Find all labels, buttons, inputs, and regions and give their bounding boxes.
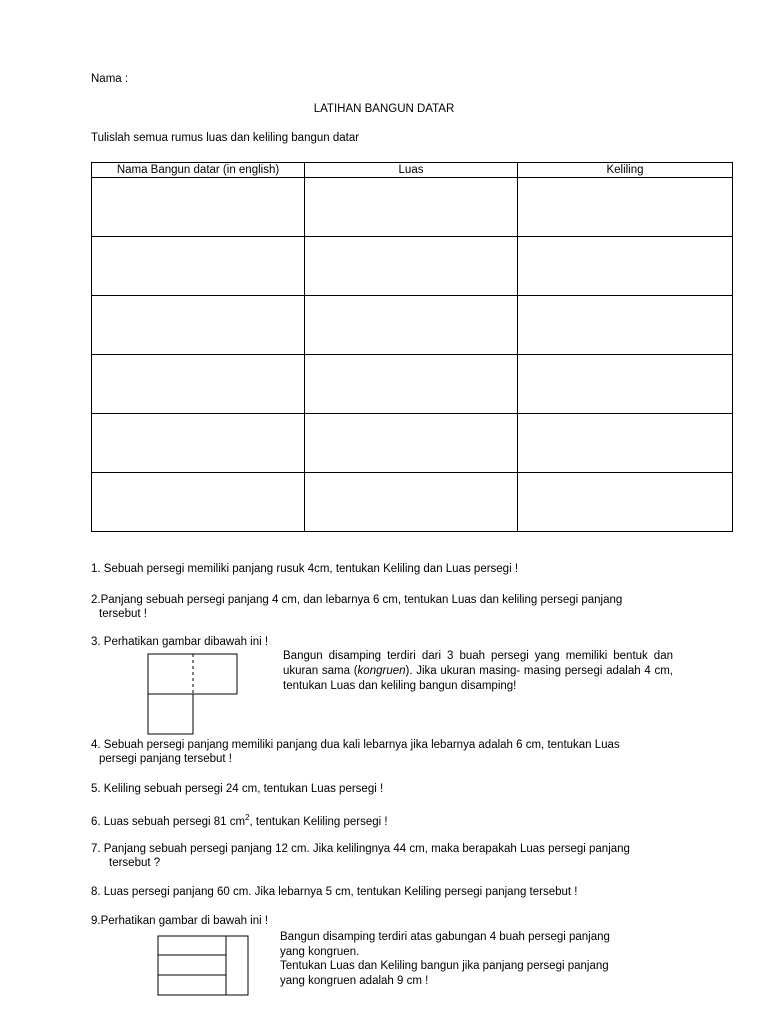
page-title: LATIHAN BANGUN DATAR xyxy=(313,103,455,115)
question-9-description-line-1: Bangun disamping terdiri atas gabungan 4 buah persegi panjang xyxy=(280,931,610,943)
question-7-line-2: tersebut ? xyxy=(109,857,161,869)
instruction: Tulislah semua rumus luas dan keliling bangun datar xyxy=(91,132,360,144)
table-cell[interactable] xyxy=(305,473,518,532)
column-header-luas: Luas xyxy=(305,163,518,178)
question-4-line-1: 4. Sebuah persegi panjang memiliki panjang dua kali lebarnya jika lebarnya adalah 6 cm, tentukan Luas xyxy=(91,739,620,751)
question-2 xyxy=(91,593,681,621)
question-3-description-italic: kongruen xyxy=(357,665,406,677)
question-6-a: 6. Luas sebuah persegi 81 cm xyxy=(91,815,246,828)
table-cell[interactable] xyxy=(518,473,733,532)
table-row xyxy=(92,237,733,296)
question-2-line-1: 2.Panjang sebuah persegi panjang 4 cm, dan lebarnya 6 cm, tentukan Luas dan keliling persegi panjang xyxy=(91,594,623,606)
question-4 xyxy=(91,738,681,766)
question-3-description xyxy=(283,649,673,694)
table-cell[interactable] xyxy=(92,473,305,532)
name-label: Nama : xyxy=(91,73,129,85)
table-cell[interactable] xyxy=(305,414,518,473)
question-6 xyxy=(91,811,681,829)
table-cell[interactable] xyxy=(518,178,733,237)
question-7-line-1: 7. Panjang sebuah persegi panjang 12 cm. Jika kelilingnya 44 cm, maka berapakah Luas persegi panjang xyxy=(91,843,630,855)
table-cell[interactable] xyxy=(92,296,305,355)
question-6-superscript: 2 xyxy=(245,813,250,822)
question-4-line-2: persegi panjang tersebut ! xyxy=(99,753,232,765)
table-cell[interactable] xyxy=(305,178,518,237)
figure-four-rectangles xyxy=(156,934,250,998)
table-cell[interactable] xyxy=(92,355,305,414)
question-9-description-line-2: yang kongruen. xyxy=(280,945,360,958)
question-6-b: , tentukan Keliling persegi ! xyxy=(249,815,388,828)
table-row xyxy=(92,296,733,355)
question-9-description-line-3: Tentukan Luas dan Keliling bangun jika panjang persegi panjang xyxy=(280,960,609,972)
question-9: 9.Perhatikan gambar di bawah ini ! xyxy=(91,915,269,927)
table-cell[interactable] xyxy=(92,178,305,237)
table-row xyxy=(92,473,733,532)
table-cell[interactable] xyxy=(92,414,305,473)
table-row xyxy=(92,178,733,237)
formula-table xyxy=(91,162,733,532)
question-5: 5. Keliling sebuah persegi 24 cm, tentukan Luas persegi ! xyxy=(91,783,384,795)
table-header-row xyxy=(92,163,733,178)
table-cell[interactable] xyxy=(92,237,305,296)
table-cell[interactable] xyxy=(305,237,518,296)
column-header-keliling: Keliling xyxy=(518,163,733,178)
question-3-description-a: Bangun disamping terdiri dari 3 buah persegi yang memiliki bentuk dan ukuran sama ( xyxy=(283,650,673,677)
question-9-description-line-4: yang kongruen adalah 9 cm ! xyxy=(280,974,429,987)
table-cell[interactable] xyxy=(518,414,733,473)
table-cell[interactable] xyxy=(305,296,518,355)
question-1: 1. Sebuah persegi memiliki panjang rusuk 4cm, tentukan Keliling dan Luas persegi ! xyxy=(91,563,519,575)
question-7 xyxy=(91,842,681,870)
figure-three-squares xyxy=(145,652,241,736)
question-9-description xyxy=(280,930,680,988)
question-3: 3. Perhatikan gambar dibawah ini ! xyxy=(91,636,269,648)
table-row xyxy=(92,355,733,414)
table-cell[interactable] xyxy=(518,355,733,414)
question-8: 8. Luas persegi panjang 60 cm. Jika lebarnya 5 cm, tentukan Keliling persegi panjang tersebut ! xyxy=(91,886,578,898)
table-cell[interactable] xyxy=(518,296,733,355)
question-2-line-2: tersebut ! xyxy=(99,608,147,620)
table-cell[interactable] xyxy=(305,355,518,414)
table-cell[interactable] xyxy=(518,237,733,296)
question-3-description-b: ). Jika ukuran masing- masing persegi adalah 4 cm, tentukan Luas dan keliling bangun disamping! xyxy=(283,665,673,692)
column-header-name: Nama Bangun datar (in english) xyxy=(92,163,305,178)
table-row xyxy=(92,414,733,473)
